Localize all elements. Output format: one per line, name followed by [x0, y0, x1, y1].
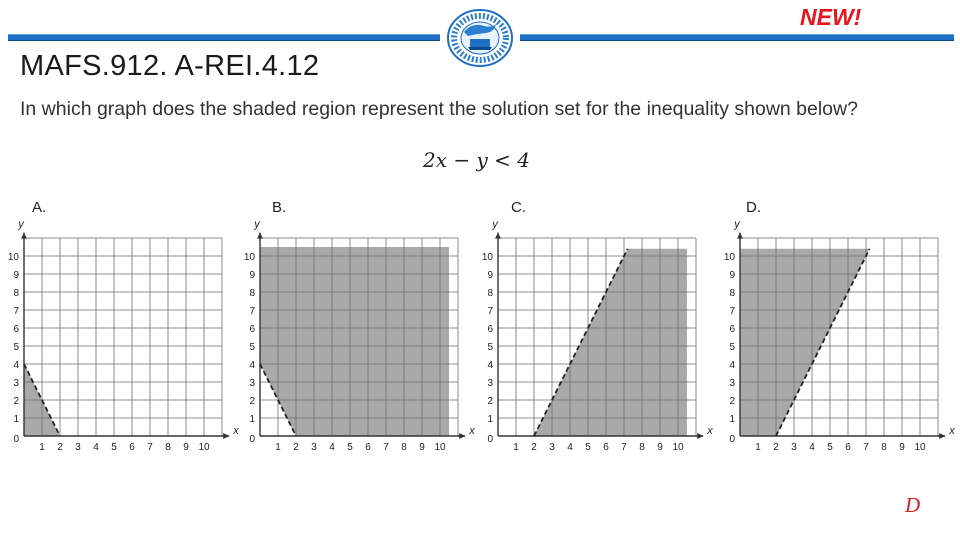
x-tick-label: 10 — [672, 442, 684, 453]
x-tick-label: 5 — [111, 442, 117, 453]
y-tick-label: 3 — [729, 378, 735, 389]
x-tick-label: 6 — [365, 442, 371, 453]
x-tick-label: 4 — [567, 442, 573, 453]
standard-code: MAFS.912. A-REI.4.12 — [20, 50, 320, 82]
x-tick-label: 8 — [401, 442, 407, 453]
x-tick-label: 6 — [129, 442, 135, 453]
y-tick-label: 2 — [487, 396, 493, 407]
y-tick-label: 10 — [723, 252, 735, 263]
header-bar-right — [520, 34, 954, 41]
x-tick-label: 6 — [603, 442, 609, 453]
x-tick-label: 10 — [198, 442, 210, 453]
choice-label-c: C. — [511, 199, 526, 216]
y-axis-arrow — [737, 233, 743, 239]
y-tick-label: 1 — [729, 414, 735, 425]
y-tick-label: 1 — [13, 414, 19, 425]
y-tick-label: 9 — [249, 270, 255, 281]
y-axis-arrow — [495, 233, 501, 239]
y-tick-label: 3 — [13, 378, 19, 389]
x-tick-label: 6 — [845, 442, 851, 453]
y-tick-label: 1 — [249, 414, 255, 425]
x-tick-label: 7 — [383, 442, 389, 453]
x-axis-arrow — [223, 433, 229, 439]
x-axis-arrow — [459, 433, 465, 439]
graph-b — [240, 218, 475, 460]
x-axis-label: x — [469, 425, 475, 437]
school-district-seal-icon — [446, 8, 514, 68]
origin-label: 0 — [249, 434, 255, 445]
y-tick-label: 6 — [249, 324, 255, 335]
choice-label-b: B. — [272, 199, 287, 216]
x-axis-label: x — [707, 425, 713, 437]
origin-label: 0 — [729, 434, 735, 445]
y-tick-label: 7 — [729, 306, 735, 317]
y-tick-label: 7 — [487, 306, 493, 317]
y-tick-label: 8 — [729, 288, 735, 299]
x-tick-label: 7 — [621, 442, 627, 453]
y-tick-label: 10 — [243, 252, 255, 263]
x-tick-label: 2 — [293, 442, 299, 453]
x-axis-label: x — [949, 425, 955, 437]
shaded-region — [534, 249, 687, 436]
y-tick-label: 6 — [487, 324, 493, 335]
y-tick-label: 9 — [13, 270, 19, 281]
y-tick-label: 6 — [729, 324, 735, 335]
x-tick-label: 3 — [75, 442, 81, 453]
y-tick-label: 4 — [13, 360, 19, 371]
y-tick-label: 8 — [13, 288, 19, 299]
x-tick-label: 10 — [914, 442, 926, 453]
x-tick-label: 7 — [863, 442, 869, 453]
x-axis-arrow — [697, 433, 703, 439]
shaded-region — [260, 247, 449, 436]
x-tick-label: 5 — [827, 442, 833, 453]
x-tick-label: 5 — [585, 442, 591, 453]
x-tick-label: 8 — [165, 442, 171, 453]
y-axis-arrow — [21, 233, 27, 239]
graph-c — [478, 218, 713, 460]
x-tick-label: 2 — [57, 442, 63, 453]
y-axis-label: y — [734, 218, 740, 231]
y-tick-label: 10 — [481, 252, 493, 263]
x-tick-label: 4 — [329, 442, 335, 453]
x-tick-label: 8 — [881, 442, 887, 453]
x-tick-label: 9 — [657, 442, 663, 453]
x-tick-label: 8 — [639, 442, 645, 453]
x-tick-label: 1 — [39, 442, 45, 453]
origin-label: 0 — [487, 434, 493, 445]
y-tick-label: 7 — [249, 306, 255, 317]
x-axis-label: x — [233, 425, 239, 437]
x-tick-label: 1 — [513, 442, 519, 453]
x-tick-label: 7 — [147, 442, 153, 453]
y-tick-label: 2 — [729, 396, 735, 407]
origin-label: 0 — [13, 434, 19, 445]
y-tick-label: 5 — [13, 342, 19, 353]
graph-a — [4, 218, 239, 460]
y-tick-label: 8 — [487, 288, 493, 299]
y-tick-label: 6 — [13, 324, 19, 335]
choice-label-d: D. — [746, 199, 761, 216]
y-tick-label: 2 — [13, 396, 19, 407]
x-tick-label: 4 — [93, 442, 99, 453]
y-tick-label: 1 — [487, 414, 493, 425]
y-tick-label: 5 — [487, 342, 493, 353]
x-tick-label: 2 — [531, 442, 537, 453]
graph-d — [720, 218, 955, 460]
y-tick-label: 4 — [249, 360, 255, 371]
x-tick-label: 3 — [791, 442, 797, 453]
y-tick-label: 3 — [249, 378, 255, 389]
y-axis-label: y — [254, 218, 260, 231]
y-tick-label: 8 — [249, 288, 255, 299]
x-tick-label: 1 — [275, 442, 281, 453]
x-tick-label: 1 — [755, 442, 761, 453]
y-tick-label: 2 — [249, 396, 255, 407]
x-tick-label: 4 — [809, 442, 815, 453]
y-axis-arrow — [257, 233, 263, 239]
x-tick-label: 5 — [347, 442, 353, 453]
x-tick-label: 3 — [311, 442, 317, 453]
x-axis-arrow — [939, 433, 945, 439]
y-tick-label: 5 — [249, 342, 255, 353]
y-tick-label: 9 — [487, 270, 493, 281]
y-tick-label: 5 — [729, 342, 735, 353]
y-tick-label: 4 — [487, 360, 493, 371]
new-badge: NEW! — [800, 4, 862, 30]
x-tick-label: 2 — [773, 442, 779, 453]
x-tick-label: 3 — [549, 442, 555, 453]
y-tick-label: 4 — [729, 360, 735, 371]
shaded-region — [740, 249, 870, 436]
header-bar-left — [8, 34, 440, 41]
y-axis-label: y — [492, 218, 498, 231]
y-tick-label: 10 — [7, 252, 19, 263]
x-tick-label: 10 — [434, 442, 446, 453]
x-tick-label: 9 — [899, 442, 905, 453]
answer-text: D — [905, 493, 921, 517]
choice-label-a: A. — [32, 199, 47, 216]
x-tick-label: 9 — [183, 442, 189, 453]
inequality: 2x − y < 4 — [423, 148, 530, 172]
y-tick-label: 3 — [487, 378, 493, 389]
y-axis-label: y — [18, 218, 24, 231]
y-tick-label: 9 — [729, 270, 735, 281]
question-text: In which graph does the shaded region represent the solution set for the inequality shown below? — [20, 98, 858, 120]
x-tick-label: 9 — [419, 442, 425, 453]
y-tick-label: 7 — [13, 306, 19, 317]
